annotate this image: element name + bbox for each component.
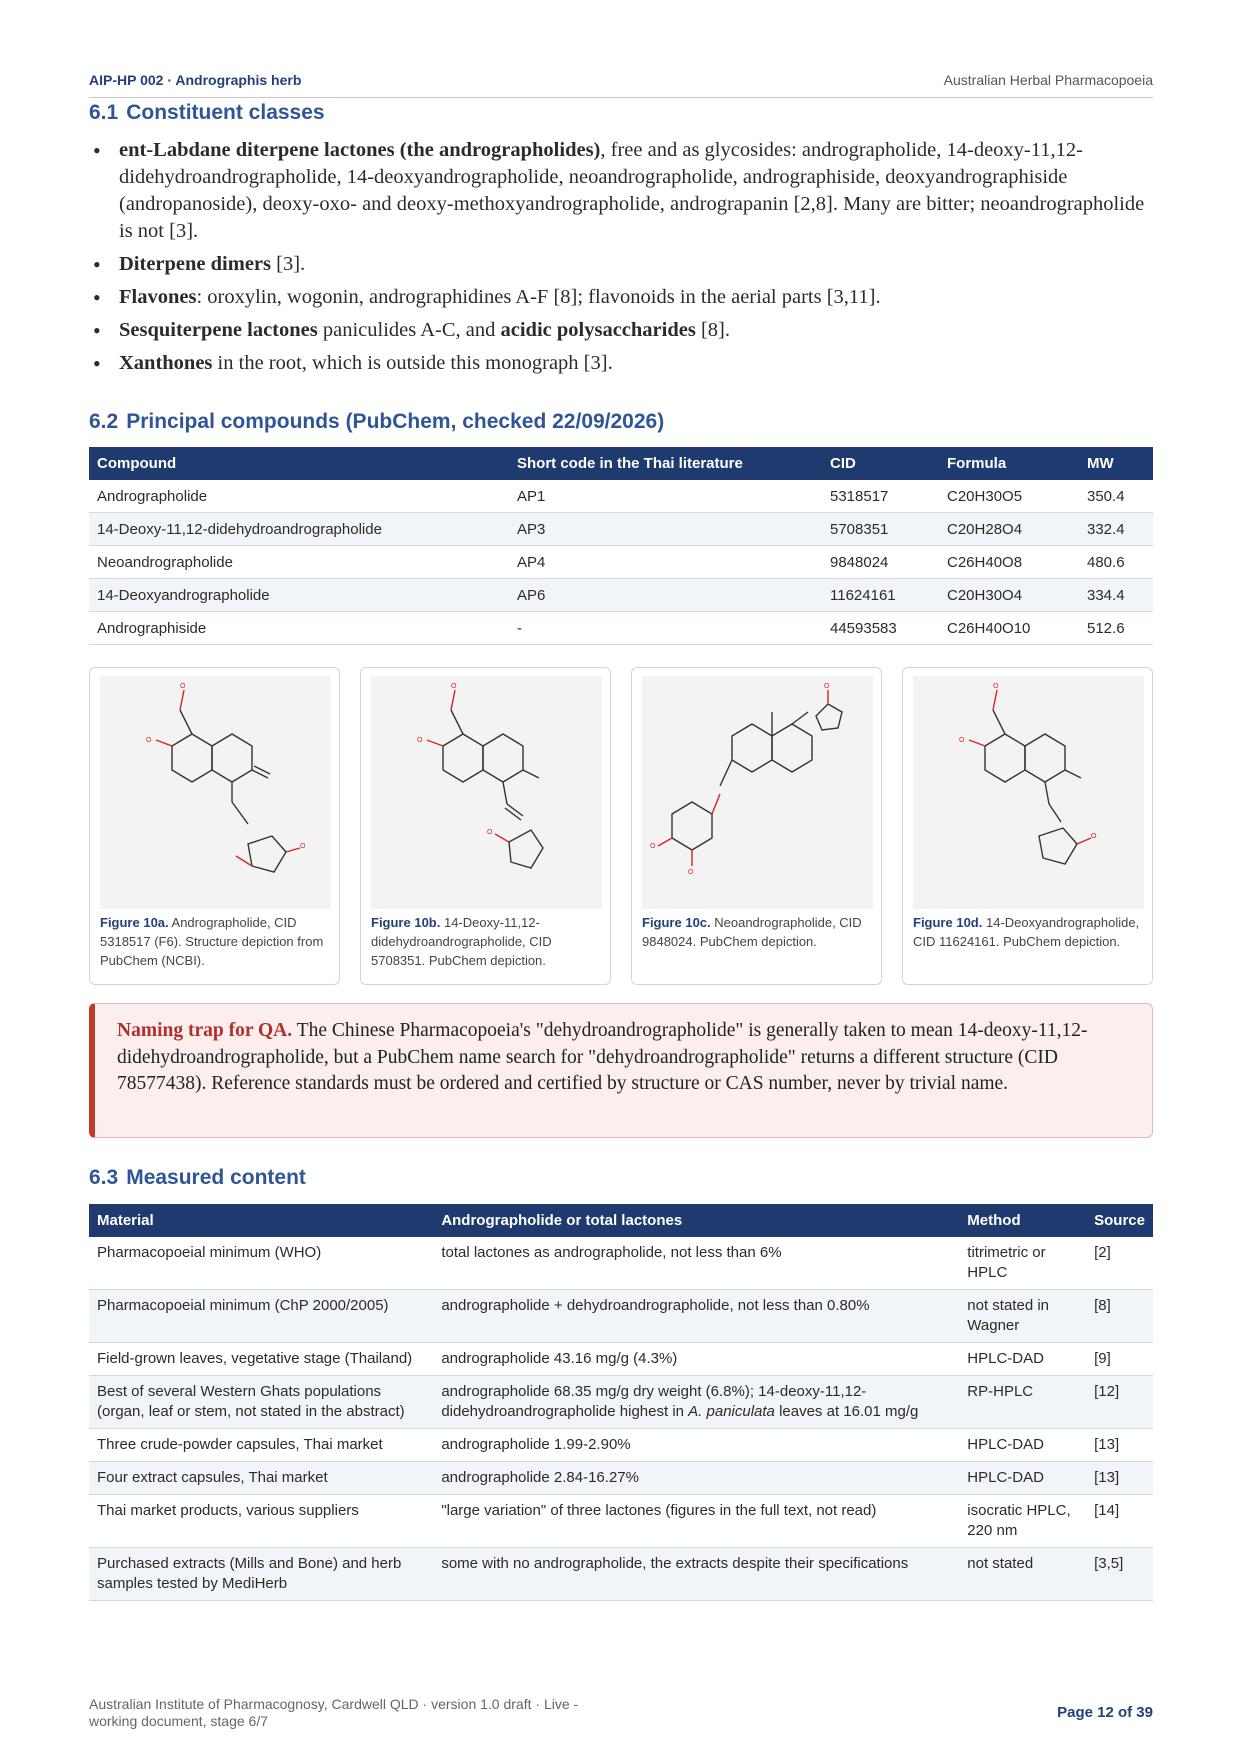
cell: [13]: [1086, 1429, 1153, 1462]
naming-trap-callout: [89, 1003, 1153, 1138]
header-publication: Australian Herbal Pharmacopoeia: [943, 72, 1153, 88]
cell: 14-Deoxy-11,12-didehydroandrographolide: [89, 513, 509, 546]
section-6-3-heading: 6.3 Measured content: [89, 1166, 306, 1189]
list-item: • Sesquiterpene lactones paniculides A-C, and acidic polysaccharides [8].: [119, 317, 1153, 344]
cell: Purchased extracts (Mills and Bone) and herb samples tested by MediHerb: [89, 1548, 433, 1601]
list-item: • Flavones: oroxylin, wogonin, andrographidines A-F [8]; flavonoids in the aerial parts [3,11].: [119, 284, 1153, 311]
cell: 11624161: [822, 579, 939, 612]
section-6-2-heading: 6.2 Principal compounds (PubChem, checked 22/09/2026): [89, 410, 665, 433]
cell: Three crude-powder capsules, Thai market: [89, 1429, 433, 1462]
table-row: [89, 1495, 1153, 1548]
cell: andrographolide 43.16 mg/g (4.3%): [433, 1343, 959, 1376]
cell: Field-grown leaves, vegetative stage (Thailand): [89, 1343, 433, 1376]
col-header: CID: [822, 447, 939, 480]
structure-figures: [89, 667, 1153, 985]
cell: 9848024: [822, 546, 939, 579]
figure-caption: Figure 10c. Neoandrographolide, CID 9848024. PubChem depiction.: [642, 915, 862, 949]
measured-content-table: [89, 1204, 1153, 1601]
cell: andrographolide 1.99-2.90%: [433, 1429, 959, 1462]
page-number: Page 12 of 39: [1057, 1704, 1153, 1721]
cell: Pharmacopoeial minimum (ChP 2000/2005): [89, 1290, 433, 1343]
cell: C20H30O5: [939, 480, 1079, 513]
table-row: [89, 579, 1153, 612]
svg-text:O: O: [993, 683, 999, 690]
cell: 512.6: [1079, 612, 1153, 645]
cell: Pharmacopoeial minimum (WHO): [89, 1237, 433, 1290]
list-item: • ent-Labdane diterpene lactones (the andrographolides), free and as glycosides: andrographolide, 14-deoxy-11,12-didehydroandrographolide, 14-deoxyandrographolide, neoandrographolide, andrographiside, deoxyandrographiside (andropanoside), deoxy-oxo- and deoxy-methoxyandrographolide, andrograpanin [2,8]. Many are bitter; neoandrographolide is not [3].: [119, 137, 1153, 245]
cell: 350.4: [1079, 480, 1153, 513]
cell: C20H30O4: [939, 579, 1079, 612]
cell: "large variation" of three lactones (figures in the full text, not read): [433, 1495, 959, 1548]
table-row: [89, 612, 1153, 645]
col-header: Compound: [89, 447, 509, 480]
svg-text:O: O: [300, 843, 306, 850]
cell: RP-HPLC: [959, 1376, 1086, 1429]
cell: HPLC-DAD: [959, 1429, 1086, 1462]
list-item: • Diterpene dimers [3].: [119, 251, 1153, 278]
col-header: MW: [1079, 447, 1153, 480]
cell: [12]: [1086, 1376, 1153, 1429]
table-row: [89, 1343, 1153, 1376]
structure-image-andrographolide: [100, 676, 331, 909]
figure-10b: [360, 667, 611, 985]
col-header: Material: [89, 1204, 433, 1237]
cell: Andrographolide: [89, 480, 509, 513]
cell: AP1: [509, 480, 822, 513]
svg-text:O: O: [180, 683, 186, 690]
figure-caption: Figure 10d. 14-Deoxyandrographolide, CID 11624161. PubChem depiction.: [913, 915, 1140, 949]
figure-caption: Figure 10b. 14-Deoxy-11,12-didehydroandrographolide, CID 5708351. PubChem depiction.: [371, 915, 552, 968]
col-header: Method: [959, 1204, 1086, 1237]
table-row: [89, 480, 1153, 513]
structure-image-deoxyandrographolide: [913, 676, 1144, 909]
cell: 14-Deoxyandrographolide: [89, 579, 509, 612]
list-item: • Xanthones in the root, which is outside this monograph [3].: [119, 350, 1153, 377]
cell: some with no andrographolide, the extracts despite their specifications: [433, 1548, 959, 1601]
cell: 5318517: [822, 480, 939, 513]
structure-image-neoandrographolide: [642, 676, 873, 909]
figure-caption: Figure 10a. Andrographolide, CID 5318517 (F6). Structure depiction from PubChem (NCBI).: [100, 915, 324, 968]
cell: isocratic HPLC, 220 nm: [959, 1495, 1086, 1548]
cell: [13]: [1086, 1462, 1153, 1495]
svg-text:O: O: [688, 869, 694, 876]
cell: Thai market products, various suppliers: [89, 1495, 433, 1548]
svg-text:O: O: [487, 829, 493, 836]
cell: 5708351: [822, 513, 939, 546]
cell: C26H40O10: [939, 612, 1079, 645]
col-header: Short code in the Thai literature: [509, 447, 822, 480]
figure-10d: [902, 667, 1153, 985]
cell: AP4: [509, 546, 822, 579]
cell: 334.4: [1079, 579, 1153, 612]
cell: [8]: [1086, 1290, 1153, 1343]
structure-image-deoxy-didehydroandrographolide: [371, 676, 602, 909]
table-row: [89, 1462, 1153, 1495]
cell: -: [509, 612, 822, 645]
svg-text:O: O: [824, 683, 830, 690]
cell: andrographolide 2.84-16.27%: [433, 1462, 959, 1495]
cell: HPLC-DAD: [959, 1343, 1086, 1376]
cell: andrographolide 68.35 mg/g dry weight (6.8%); 14-deoxy-11,12-didehydroandrographolide highest in A. paniculata leaves at 16.01 mg/g: [433, 1376, 959, 1429]
cell: not stated in Wagner: [959, 1290, 1086, 1343]
table-row: [89, 546, 1153, 579]
cell: titrimetric or HPLC: [959, 1237, 1086, 1290]
callout-title: Naming trap for QA.: [117, 1020, 293, 1041]
cell: Neoandrographolide: [89, 546, 509, 579]
cell: [2]: [1086, 1237, 1153, 1290]
table-header-row: [89, 447, 1153, 480]
svg-text:O: O: [959, 737, 965, 744]
header-rule: [89, 97, 1153, 98]
table-row: [89, 1429, 1153, 1462]
cell: Andrographiside: [89, 612, 509, 645]
table-row: [89, 1237, 1153, 1290]
footer-institution: Australian Institute of Pharmacognosy, Cardwell QLD · version 1.0 draft · Live - working document, stage 6/7: [89, 1696, 579, 1729]
col-header: Formula: [939, 447, 1079, 480]
svg-text:O: O: [417, 737, 423, 744]
cell: C20H28O4: [939, 513, 1079, 546]
table-header-row: [89, 1204, 1153, 1237]
callout-text: The Chinese Pharmacopoeia's "dehydroandrographolide" is generally taken to mean 14-deoxy-11,12-didehydroandrographolide, but a PubChem name search for "dehydroandrographolide" returns a different structure (CID 78577438). Reference standards must be ordered and certified by structure or CAS number, never by trivial name.: [117, 1020, 1088, 1094]
table-row: [89, 1376, 1153, 1429]
table-row: [89, 1290, 1153, 1343]
cell: Best of several Western Ghats populations (organ, leaf or stem, not stated in the abstract): [89, 1376, 433, 1429]
figure-10a: [89, 667, 340, 985]
cell: not stated: [959, 1548, 1086, 1601]
table-row: [89, 1548, 1153, 1601]
constituent-classes-list: [89, 137, 1153, 383]
header-doc-id: AIP-HP 002 · Andrographis herb: [89, 72, 302, 88]
cell: andrographolide + dehydroandrographolide, not less than 0.80%: [433, 1290, 959, 1343]
cell: [14]: [1086, 1495, 1153, 1548]
cell: AP6: [509, 579, 822, 612]
cell: Four extract capsules, Thai market: [89, 1462, 433, 1495]
table-row: [89, 513, 1153, 546]
cell: HPLC-DAD: [959, 1462, 1086, 1495]
section-6-1-heading: 6.1 Constituent classes: [89, 101, 325, 124]
cell: [9]: [1086, 1343, 1153, 1376]
cell: [3,5]: [1086, 1548, 1153, 1601]
cell: C26H40O8: [939, 546, 1079, 579]
svg-text:O: O: [1091, 833, 1097, 840]
cell: AP3: [509, 513, 822, 546]
svg-text:O: O: [146, 737, 152, 744]
cell: 480.6: [1079, 546, 1153, 579]
principal-compounds-table: [89, 447, 1153, 645]
cell: 44593583: [822, 612, 939, 645]
svg-text:O: O: [451, 683, 457, 690]
cell: total lactones as andrographolide, not less than 6%: [433, 1237, 959, 1290]
col-header: Source: [1086, 1204, 1153, 1237]
cell: 332.4: [1079, 513, 1153, 546]
figure-10c: [631, 667, 882, 985]
svg-text:O: O: [650, 843, 656, 850]
col-header: Andrographolide or total lactones: [433, 1204, 959, 1237]
